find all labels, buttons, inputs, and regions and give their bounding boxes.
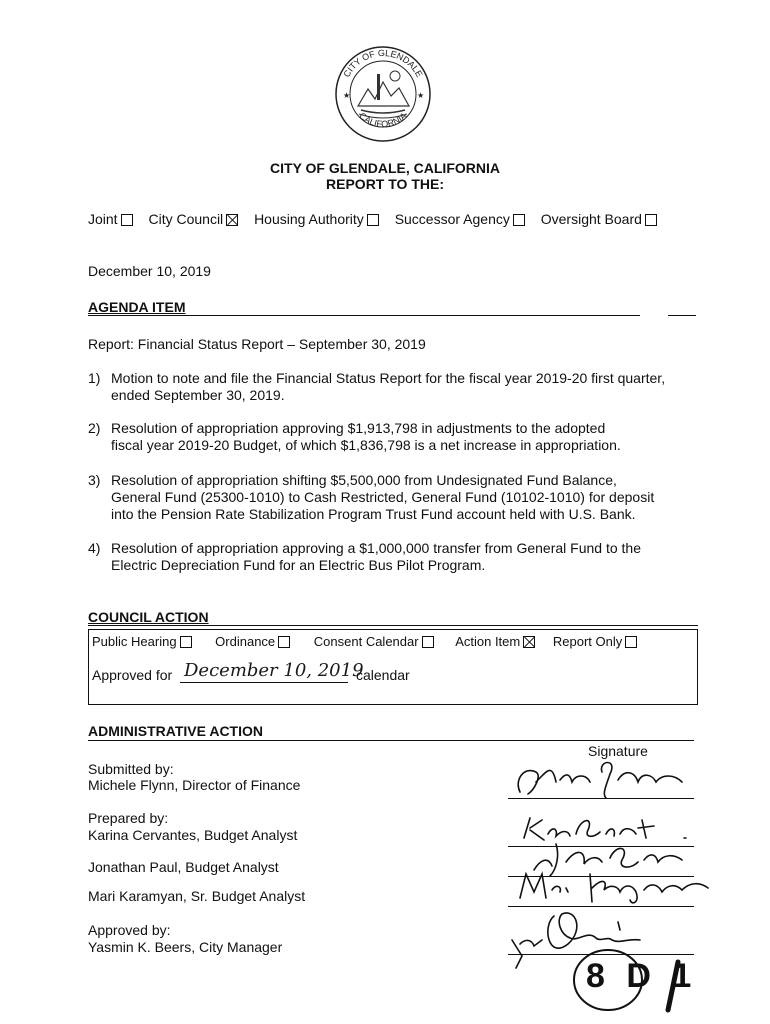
recipient-successor-agency: Successor Agency [395,211,525,227]
option-ordinance: Ordinance [215,634,290,649]
successor-agency-checkbox[interactable] [513,214,525,226]
option-report-only: Report Only [553,634,637,649]
public-hearing-checkbox[interactable] [180,636,192,648]
admin-rule [88,740,694,741]
approved-for-suffix: calendar [356,667,410,683]
council-rule [88,625,698,626]
prepared-name-2: Jonathan Paul, Budget Analyst [88,859,279,875]
agenda-list-item-2: 2) Resolution of appropriation approving $1,913,798 in adjustments to the adopted fiscal year 2019-20 Budget, of which $1,836,798 is a net increase in appropriation. [88,420,621,453]
agenda-list-item-3: 3) Resolution of appropriation shifting $5,500,000 from Undesignated Fund Balance, General Fund (25300-1010) to Cash Restricted, General Fund (10102-1010) for deposit into the Pension Rate Stabilization Program Trust Fund account held with U.S. Bank. [88,472,655,522]
svg-text:★: ★ [417,91,425,100]
recipient-oversight-board: Oversight Board [541,211,657,227]
approved-for-underline [180,682,348,683]
prepared-label: Prepared by: [88,810,169,826]
recipient-city-council: City Council [148,211,238,227]
svg-text:★: ★ [343,91,351,100]
submitted-label: Submitted by: [88,761,174,777]
agenda-item-heading: AGENDA ITEM [88,299,186,315]
recipient-joint: Joint [88,211,133,227]
report-line: Report: Financial Status Report – September 30, 2019 [88,336,426,352]
report-only-checkbox[interactable] [625,636,637,648]
council-action-heading: COUNCIL ACTION [88,609,209,625]
option-public-hearing: Public Hearing [92,634,192,649]
prepared-name-3: Mari Karamyan, Sr. Budget Analyst [88,888,306,904]
approved-by-label: Approved by: [88,922,171,938]
admin-action-heading: ADMINISTRATIVE ACTION [88,723,263,739]
approved-by-name: Yasmin K. Beers, City Manager [88,939,283,955]
agenda-list-item-1: 1) Motion to note and file the Financial Status Report for the fiscal year 2019-20 first quarter, ended September 30, 2019. [88,370,666,403]
header-line2: REPORT TO THE: [326,176,444,192]
action-item-checkbox[interactable] [523,636,535,648]
agenda-list-item-4: 4) Resolution of appropriation approving a $1,000,000 transfer from General Fund to the Electric Depreciation Fund for an Electric Bus Pilot Program. [88,540,641,573]
stamp-text: 8 D 1 [586,957,698,995]
signature-label: Signature [588,743,648,759]
agenda-stamp [568,944,696,1014]
joint-checkbox[interactable] [121,214,133,226]
city-seal [333,44,433,144]
header-line1: CITY OF GLENDALE, CALIFORNIA [270,160,500,176]
housing-authority-checkbox[interactable] [367,214,379,226]
option-action-item: Action Item [455,634,535,649]
option-consent-calendar: Consent Calendar [314,634,434,649]
approved-for-date-handwritten[interactable]: December 10, 2019 [184,660,364,681]
prepared-name-1: Karina Cervantes, Budget Analyst [88,827,298,843]
approved-for-prefix: Approved for [92,667,173,683]
ordinance-checkbox[interactable] [278,636,290,648]
consent-calendar-checkbox[interactable] [422,636,434,648]
svg-text:CITY OF GLENDALE: CITY OF GLENDALE [341,47,425,79]
svg-text:CALIFORNIA: CALIFORNIA [357,110,409,130]
agenda-rule [88,315,640,316]
city-council-checkbox[interactable] [226,214,238,226]
recipient-housing-authority: Housing Authority [254,211,379,227]
oversight-board-checkbox[interactable] [645,214,657,226]
recipients-row [88,211,657,228]
report-date: December 10, 2019 [88,263,211,279]
signature-michele-flynn [506,752,702,808]
agenda-rule-short [668,315,696,316]
submitted-name: Michele Flynn, Director of Finance [88,777,301,793]
council-options-row [92,633,637,650]
